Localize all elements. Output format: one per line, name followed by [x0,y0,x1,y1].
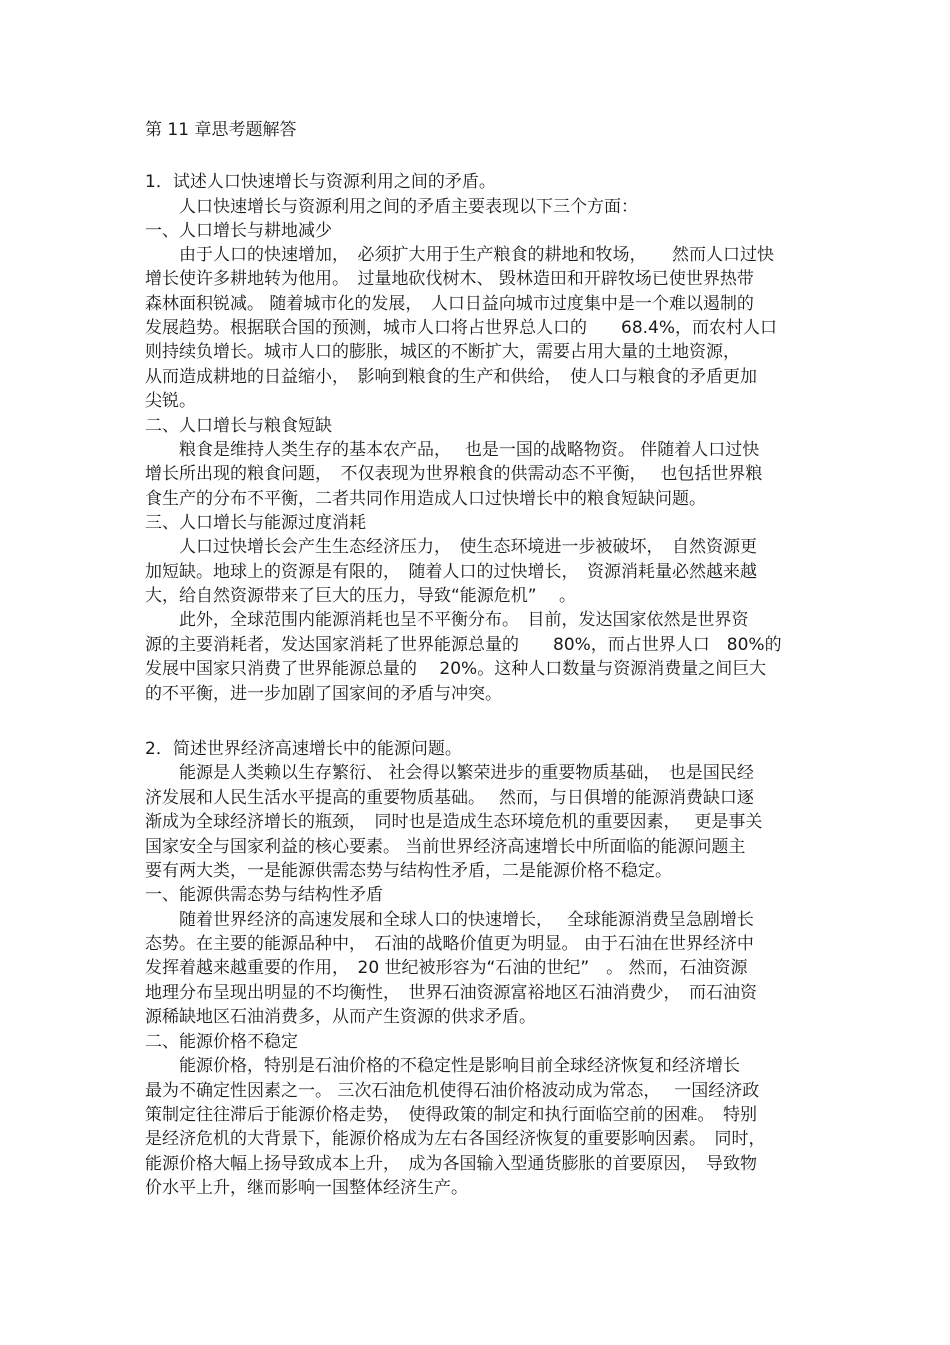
section-heading: 二、能源价格不稳定 [145,1032,298,1052]
text-line: 发挥着越来越重要的作用， 20 世纪被形容为“石油的世纪” 。 然而，石油资源 [145,958,748,978]
section-heading: 二、人口增长与粮食短缺 [145,416,332,436]
text-line: 是经济危机的大背景下，能源价格成为左右各国经济恢复的重要影响因素。 同时， [145,1129,766,1149]
section-heading: 一、人口增长与耕地减少 [145,221,332,241]
text-line: 尖锐。 [145,391,196,411]
text-line: 发展中国家只消费了世界能源总量的 20%。这种人口数量与资源消费量之间巨大 [145,659,767,679]
question-1-heading: 1．试述人口快速增长与资源利用之间的矛盾。 [145,172,496,192]
text-line: 增长所出现的粮食问题， 不仅表现为世界粮食的供需动态不平衡， 也包括世界粮 [145,464,763,484]
text-line: 能源是人类赖以生存繁衍、 社会得以繁荣进步的重要物质基础， 也是国民经 [145,763,754,783]
text-line: 大，给自然资源带来了巨大的压力，导致“能源危机” 。 [145,586,577,606]
text-line: 价水平上升，继而影响一国整体经济生产。 [145,1178,468,1198]
section-heading: 一、能源供需态势与结构性矛盾 [145,885,383,905]
text-line: 国家安全与国家利益的核心要素。 当前世界经济高速增长中所面临的能源问题主 [145,837,746,857]
text-line: 渐成为全球经济增长的瓶颈， 同时也是造成生态环境危机的重要因素， 更是事关 [145,812,763,832]
text-line: 加短缺。地球上的资源是有限的， 随着人口的过快增长， 资源消耗量必然越来越 [145,562,757,582]
text-line: 能源价格大幅上扬导致成本上升， 成为各国输入型通货膨胀的首要原因， 导致物 [145,1154,757,1174]
text-line: 能源价格，特别是石油价格的不稳定性是影响目前全球经济恢复和经济增长 [145,1056,740,1076]
document-title: 第 11 章思考题解答 [145,120,297,140]
text-line: 要有两大类，一是能源供需态势与结构性矛盾，二是能源价格不稳定。 [145,861,672,881]
question-2-heading: 2．简述世界经济高速增长中的能源问题。 [145,739,462,759]
text-line: 人口快速增长与资源利用之间的矛盾主要表现以下三个方面： [145,197,638,217]
text-line: 地理分布呈现出明显的不均衡性， 世界石油资源富裕地区石油消费少， 而石油资 [145,983,757,1003]
text-line: 的不平衡，进一步加剧了国家间的矛盾与冲突。 [145,684,502,704]
section-heading: 三、人口增长与能源过度消耗 [145,513,366,533]
text-line: 策制定往往滞后于能源价格走势， 使得政策的制定和执行面临空前的困难。 特别 [145,1105,757,1125]
text-line: 粮食是维持人类生存的基本农产品， 也是一国的战略物资。 伴随着人口过快 [145,440,760,460]
text-line: 从而造成耕地的日益缩小， 影响到粮食的生产和供给， 使人口与粮食的矛盾更加 [145,367,757,387]
text-line: 随着世界经济的高速发展和全球人口的快速增长， 全球能源消费呈急剧增长 [145,910,754,930]
text-line: 食生产的分布不平衡，二者共同作用造成人口过快增长中的粮食短缺问题。 [145,489,706,509]
text-line: 则持续负增长。城市人口的膨胀，城区的不断扩大，需要占用大量的土地资源， [145,342,740,362]
text-line: 增长使许多耕地转为他用。 过量地砍伐树木、 毁林造田和开辟牧场已使世界热带 [145,269,754,289]
text-line: 人口过快增长会产生生态经济压力， 使生态环境进一步被破坏， 自然资源更 [145,537,757,557]
text-line: 最为不确定性因素之一。 三次石油危机使得石油价格波动成为常态， 一国经济政 [145,1081,760,1101]
text-line: 态势。在主要的能源品种中， 石油的战略价值更为明显。 由于石油在世界经济中 [145,934,754,954]
text-line: 由于人口的快速增加， 必须扩大用于生产粮食的耕地和牧场， 然而人口过快 [145,245,774,265]
text-line: 此外，全球范围内能源消耗也呈不平衡分布。 目前，发达国家依然是世界资 [145,610,749,630]
text-line: 源稀缺地区石油消费多，从而产生资源的供求矛盾。 [145,1007,536,1027]
text-line: 源的主要消耗者，发达国家消耗了世界能源总量的 80%，而占世界人口 80%的 [145,635,782,655]
text-line: 发展趋势。根据联合国的预测，城市人口将占世界总人口的 68.4%，而农村人口 [145,318,778,338]
text-line: 森林面积锐减。 随着城市化的发展， 人口日益向城市过度集中是一个难以遏制的 [145,294,754,314]
text-line: 济发展和人民生活水平提高的重要物质基础。 然而，与日俱增的能源消费缺口逐 [145,788,754,808]
